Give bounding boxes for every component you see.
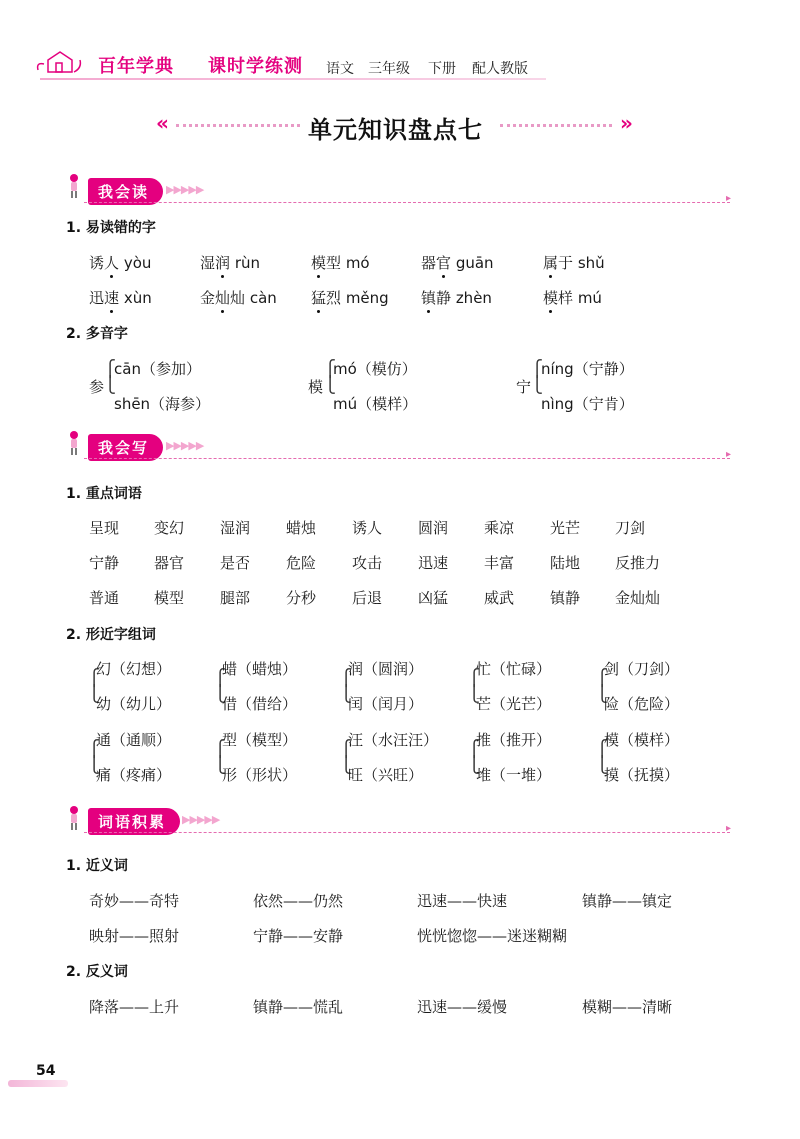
key-word: 镇静 bbox=[550, 589, 581, 607]
key-word: 宁静 bbox=[89, 554, 120, 572]
poly-brace-2: ⎧ ⎩ bbox=[324, 359, 336, 394]
page-title: 单元知识盘点七 bbox=[308, 116, 483, 144]
key-word: 变幻 bbox=[154, 519, 185, 537]
antonym-pair: 迅速——缓慢 bbox=[417, 998, 508, 1016]
synonym-pair: 依然——仍然 bbox=[253, 892, 344, 910]
write-girl-icon bbox=[68, 430, 80, 456]
write-subtitle-1: 1. 重点词语 bbox=[66, 486, 142, 502]
read-arrows-icon: ▶▶▶▶▶ bbox=[166, 183, 204, 196]
pair-word: 险（危险） bbox=[604, 695, 680, 713]
key-word: 呈现 bbox=[89, 519, 120, 537]
poly-reading-2a: mó（模仿） bbox=[333, 360, 417, 378]
read-section-line bbox=[84, 202, 730, 203]
write-subtitle-2: 2. 形近字组词 bbox=[66, 627, 156, 643]
write-section-line bbox=[84, 458, 730, 459]
read-subtitle-2: 2. 多音字 bbox=[66, 326, 128, 342]
pair-brace: ⎧ ⎩ bbox=[340, 668, 352, 703]
pair-word: 忙（忙碌） bbox=[476, 660, 552, 678]
read-word-2-3: 猛烈 měng bbox=[311, 289, 389, 307]
pair-word: 剑（刀剑） bbox=[604, 660, 680, 678]
vocab-arrows-icon: ▶▶▶▶▶ bbox=[182, 813, 220, 826]
read-subtitle-1: 1. 易读错的字 bbox=[66, 220, 156, 236]
key-word: 分秒 bbox=[286, 589, 317, 607]
key-word: 腿部 bbox=[220, 589, 251, 607]
synonym-pair: 宁静——安静 bbox=[253, 927, 344, 945]
pair-brace: ⎧ ⎩ bbox=[88, 668, 100, 703]
pair-word: 通（通顺） bbox=[96, 731, 172, 749]
vocab-subtitle-1: 1. 近义词 bbox=[66, 858, 128, 874]
pair-word: 幻（幻想） bbox=[96, 660, 172, 678]
pair-brace: ⎧ ⎩ bbox=[88, 739, 100, 774]
key-word: 乘凉 bbox=[484, 519, 515, 537]
antonym-pair: 模糊——清晰 bbox=[582, 998, 673, 1016]
synonym-pair: 奇妙——奇特 bbox=[89, 892, 180, 910]
section-badge-write: 我会写 bbox=[88, 434, 163, 461]
synonym-pair: 恍恍惚惚——迷迷糊糊 bbox=[417, 927, 568, 945]
poly-reading-3a: níng（宁静） bbox=[541, 360, 634, 378]
key-word: 丰富 bbox=[484, 554, 515, 572]
pair-word: 闰（闰月） bbox=[348, 695, 424, 713]
write-arrows-icon: ▶▶▶▶▶ bbox=[166, 439, 204, 452]
key-word: 蜡烛 bbox=[286, 519, 317, 537]
read-line-end-icon: ▸ bbox=[726, 193, 732, 204]
header-house-logo-icon bbox=[34, 48, 86, 76]
key-word: 模型 bbox=[154, 589, 185, 607]
pair-word: 型（模型） bbox=[222, 731, 298, 749]
poly-reading-3b: nìng（宁肯） bbox=[541, 395, 634, 413]
pair-brace: ⎧ ⎩ bbox=[340, 739, 352, 774]
read-word-2-2: 金灿灿 càn bbox=[200, 289, 277, 307]
key-word: 攻击 bbox=[352, 554, 383, 572]
key-word: 光芒 bbox=[550, 519, 581, 537]
header-brand: 百年学典 bbox=[98, 56, 174, 77]
section-badge-read: 我会读 bbox=[88, 178, 163, 205]
key-word: 凶猛 bbox=[418, 589, 449, 607]
vocab-line-end-icon: ▸ bbox=[726, 823, 732, 834]
header-grade: 三年级 bbox=[368, 61, 410, 77]
pair-word: 推（推开） bbox=[476, 731, 552, 749]
key-word: 后退 bbox=[352, 589, 383, 607]
poly-char-3: 宁 bbox=[516, 378, 532, 396]
pair-brace: ⎧ ⎩ bbox=[596, 668, 608, 703]
key-word: 诱人 bbox=[352, 519, 383, 537]
key-word: 威武 bbox=[484, 589, 515, 607]
page-number-bar bbox=[8, 1080, 68, 1087]
pair-word: 借（借给） bbox=[222, 695, 298, 713]
read-word-1-1: 诱人 yòu bbox=[89, 254, 152, 272]
synonym-pair: 映射——照射 bbox=[89, 927, 180, 945]
pair-word: 痛（疼痛） bbox=[96, 766, 172, 784]
pair-word: 堆（一堆） bbox=[476, 766, 552, 784]
title-right-chevron-icon: » bbox=[620, 111, 633, 135]
pair-word: 幼（幼儿） bbox=[96, 695, 172, 713]
poly-reading-1b: shēn（海参） bbox=[114, 395, 211, 413]
page-number: 54 bbox=[36, 1063, 56, 1079]
poly-brace-3: ⎧ ⎩ bbox=[531, 359, 543, 394]
read-word-1-4: 器官 guān bbox=[421, 254, 494, 272]
header-underline bbox=[40, 78, 546, 80]
header-edition: 配人教版 bbox=[472, 61, 528, 77]
header-subject: 语文 bbox=[326, 61, 354, 77]
header-term: 下册 bbox=[428, 61, 456, 77]
pair-brace: ⎧ ⎩ bbox=[468, 668, 480, 703]
pair-brace: ⎧ ⎩ bbox=[214, 668, 226, 703]
poly-char-1: 参 bbox=[89, 378, 105, 396]
read-word-1-5: 属于 shǔ bbox=[543, 254, 605, 272]
pair-brace: ⎧ ⎩ bbox=[214, 739, 226, 774]
pair-word: 形（形状） bbox=[222, 766, 298, 784]
pair-word: 摸（抚摸） bbox=[604, 766, 680, 784]
title-left-chevron-icon: « bbox=[156, 111, 169, 135]
pair-brace: ⎧ ⎩ bbox=[468, 739, 480, 774]
vocab-section-line bbox=[84, 832, 730, 833]
read-girl-icon bbox=[68, 173, 80, 199]
synonym-pair: 迅速——快速 bbox=[417, 892, 508, 910]
synonym-pair: 镇静——镇定 bbox=[582, 892, 673, 910]
key-word: 陆地 bbox=[550, 554, 581, 572]
antonym-pair: 降落——上升 bbox=[89, 998, 180, 1016]
pair-word: 芒（光芒） bbox=[476, 695, 552, 713]
pair-brace: ⎧ ⎩ bbox=[596, 739, 608, 774]
key-word: 器官 bbox=[154, 554, 185, 572]
key-word: 湿润 bbox=[220, 519, 251, 537]
poly-brace-1: ⎧ ⎩ bbox=[104, 359, 116, 394]
antonym-pair: 镇静——慌乱 bbox=[253, 998, 344, 1016]
key-word: 刀剑 bbox=[615, 519, 646, 537]
read-word-2-5: 模样 mú bbox=[543, 289, 602, 307]
poly-reading-1a: cān（参加） bbox=[114, 360, 201, 378]
key-word: 迅速 bbox=[418, 554, 449, 572]
read-word-2-4: 镇静 zhèn bbox=[421, 289, 492, 307]
key-word: 反推力 bbox=[615, 554, 661, 572]
pair-word: 蜡（蜡烛） bbox=[222, 660, 298, 678]
section-badge-vocab: 词语积累 bbox=[88, 808, 180, 835]
key-word: 普通 bbox=[89, 589, 120, 607]
poly-char-2: 模 bbox=[308, 378, 324, 396]
key-word: 危险 bbox=[286, 554, 317, 572]
key-word: 是否 bbox=[220, 554, 251, 572]
header-series: 课时学练测 bbox=[208, 56, 303, 77]
write-line-end-icon: ▸ bbox=[726, 449, 732, 460]
vocab-girl-icon bbox=[68, 805, 80, 831]
key-word: 圆润 bbox=[418, 519, 449, 537]
poly-reading-2b: mú（模样） bbox=[333, 395, 418, 413]
read-word-1-2: 湿润 rùn bbox=[200, 254, 260, 272]
pair-word: 汪（水汪汪） bbox=[348, 731, 439, 749]
pair-word: 模（模样） bbox=[604, 731, 680, 749]
pair-word: 润（圆润） bbox=[348, 660, 424, 678]
key-word: 金灿灿 bbox=[615, 589, 661, 607]
title-right-dotline bbox=[500, 124, 612, 127]
read-word-1-3: 模型 mó bbox=[311, 254, 370, 272]
read-word-2-1: 迅速 xùn bbox=[89, 289, 152, 307]
pair-word: 旺（兴旺） bbox=[348, 766, 424, 784]
title-left-dotline bbox=[176, 124, 300, 127]
vocab-subtitle-2: 2. 反义词 bbox=[66, 964, 128, 980]
